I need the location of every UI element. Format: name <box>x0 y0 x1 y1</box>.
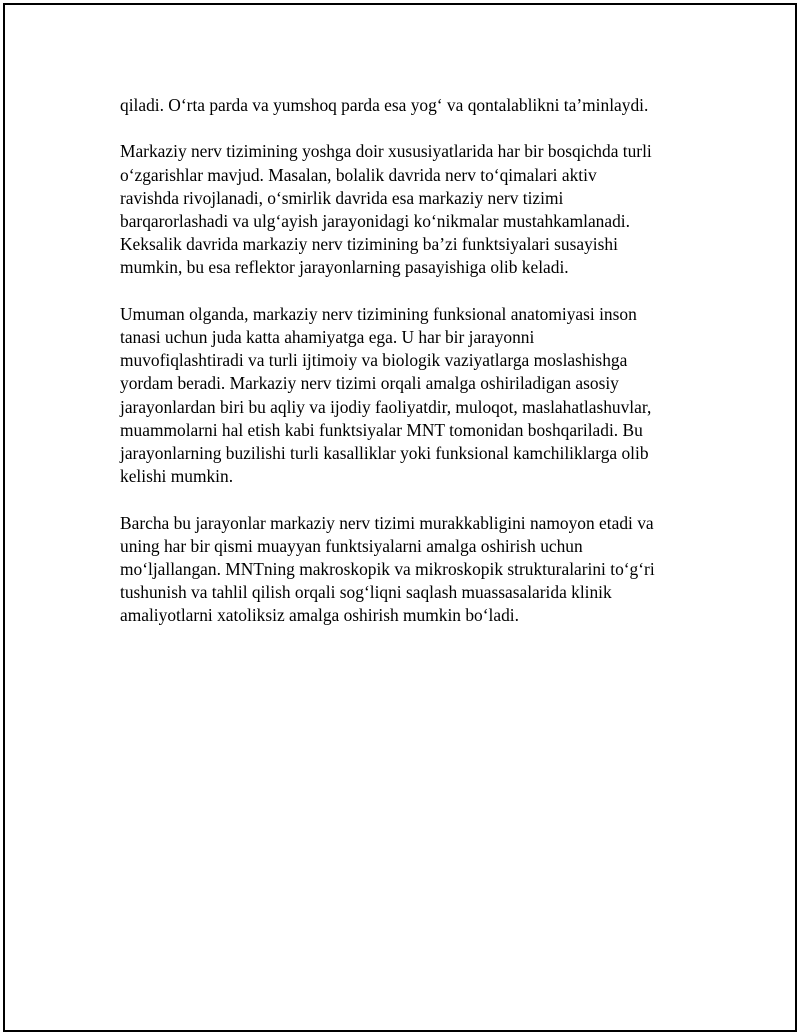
paragraph-1: qiladi. O‘rta parda va yumshoq parda esa yog‘ va qontalablikni ta’minlaydi. <box>120 95 649 115</box>
document-page <box>3 3 797 1032</box>
paragraph-3: Umuman olganda, markaziy nerv tizimining funksional anatomiyasi inson tanasi uchun juda katta ahamiyatga ega. U har bir jarayonni muvofiqlashtiradi va turli ijtimoiy va biologik vaziyatlarga moslashishga yordam beradi. Markaziy nerv tizimi orqali amalga oshiriladigan asosiy jarayonlardan biri bu aqliy va ijodiy faoliyatdir, muloqot, maslahatlashuvlar, muammolarni hal etish kabi funktsiyalar MNT tomonidan boshqariladi. Bu jarayonlarning buzilishi turli kasalliklar yoki funksional kamchiliklarga olib kelishi mumkin. <box>120 303 652 487</box>
paragraph-2: Markaziy nerv tizimining yoshga doir xususiyatlarida har bir bosqichda turli o‘zgarishlar mavjud. Masalan, bolalik davrida nerv to‘qimalari aktiv ravishda rivojlanadi, o‘smirlik davrida esa markaziy nerv tizimi barqarorlashadi va ulg‘ayish jarayonidagi ko‘nikmalar mustahkamlanadi. Keksalik davrida markaziy nerv tizimining ba’zi funktsiyalari susayishi mumkin, bu esa reflektor jarayonlarning pasayishiga olib keladi. <box>120 141 652 278</box>
document-body <box>120 94 700 651</box>
paragraph-4: Barcha bu jarayonlar markaziy nerv tizimi murakkabligini namoyon etadi va uning har bir qismi muayyan funktsiyalarni amalga oshirish uchun mo‘ljallangan. MNTning makroskopik va mikroskopik strukturalarini to‘g‘ri tushunish va tahlil qilish orqali sog‘liqni saqlash muassasalarida klinik amaliyotlarni xatoliksiz amalga oshirish mumkin bo‘ladi. <box>120 512 655 626</box>
